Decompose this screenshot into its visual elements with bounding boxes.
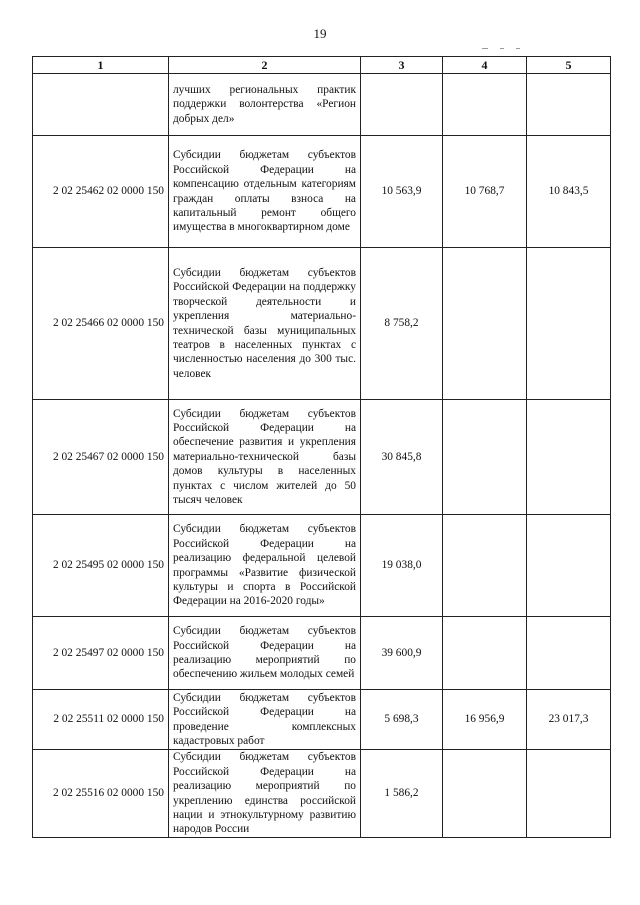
amount-year1-cell: 8 758,2 [361, 248, 443, 400]
table-row [33, 515, 611, 617]
amount-year2-cell [443, 750, 527, 838]
budget-code-cell: 2 02 25462 02 0000 150 [33, 136, 169, 248]
amount-year2-cell: 16 956,9 [443, 690, 527, 750]
table-row [33, 248, 611, 400]
amount-year2-cell [443, 400, 527, 515]
budget-code-cell: 2 02 25516 02 0000 150 [33, 750, 169, 838]
table-row [33, 136, 611, 248]
budget-code-cell: 2 02 25466 02 0000 150 [33, 248, 169, 400]
column-header: 1 [33, 57, 169, 74]
amount-year2-cell [443, 515, 527, 617]
description-cell: Субсидии бюджетам субъектов Российской Федерации на реализацию мероприятий по обеспечению жильем молодых семей [169, 617, 361, 690]
table-row [33, 690, 611, 750]
amount-year1-cell: 30 845,8 [361, 400, 443, 515]
description-cell: лучших региональных практик поддержки волонтерства «Регион добрых дел» [169, 74, 361, 136]
scan-artifact [500, 48, 504, 49]
scan-artifact [482, 48, 488, 49]
budget-revenue-table [32, 56, 611, 838]
scan-artifact [516, 48, 520, 49]
column-header: 2 [169, 57, 361, 74]
amount-year3-cell [527, 750, 611, 838]
amount-year3-cell: 23 017,3 [527, 690, 611, 750]
table-header-row [33, 57, 611, 74]
table-row [33, 400, 611, 515]
amount-year3-cell [527, 74, 611, 136]
amount-year1-cell: 10 563,9 [361, 136, 443, 248]
amount-year3-cell [527, 617, 611, 690]
amount-year2-cell [443, 74, 527, 136]
amount-year2-cell [443, 248, 527, 400]
budget-code-cell: 2 02 25467 02 0000 150 [33, 400, 169, 515]
budget-code-cell [33, 74, 169, 136]
amount-year2-cell: 10 768,7 [443, 136, 527, 248]
column-header: 4 [443, 57, 527, 74]
table-row [33, 617, 611, 690]
budget-code-cell: 2 02 25495 02 0000 150 [33, 515, 169, 617]
amount-year1-cell [361, 74, 443, 136]
amount-year2-cell [443, 617, 527, 690]
description-cell: Субсидии бюджетам субъектов Российской Федерации на реализацию федеральной целевой программы «Развитие физической культуры и спорта в Российской Федерации на 2016-2020 годы» [169, 515, 361, 617]
page-number: 19 [313, 26, 327, 41]
amount-year1-cell: 19 038,0 [361, 515, 443, 617]
amount-year3-cell: 10 843,5 [527, 136, 611, 248]
description-cell: Субсидии бюджетам субъектов Российской Федерации на поддержку творческой деятельности и укрепления материально-технической базы муниципальных театров в населенных пунктах с численностью населения до 300 тыс. человек [169, 248, 361, 400]
budget-code-cell: 2 02 25497 02 0000 150 [33, 617, 169, 690]
description-cell: Субсидии бюджетам субъектов Российской Федерации на обеспечение развития и укрепления материально-технической базы домов культуры в населенных пунктах с числом жителей до 50 тысяч человек [169, 400, 361, 515]
description-cell: Субсидии бюджетам субъектов Российской Федерации на реализацию мероприятий по укреплению единства российской нации и этнокультурному развитию народов России [169, 750, 361, 838]
column-header: 5 [527, 57, 611, 74]
amount-year3-cell [527, 248, 611, 400]
description-cell: Субсидии бюджетам субъектов Российской Федерации на проведение комплексных кадастровых работ [169, 690, 361, 750]
amount-year1-cell: 5 698,3 [361, 690, 443, 750]
amount-year1-cell: 39 600,9 [361, 617, 443, 690]
column-header: 3 [361, 57, 443, 74]
table-row [33, 750, 611, 838]
description-cell: Субсидии бюджетам субъектов Российской Федерации на компенсацию отдельным категориям граждан оплаты взноса на капитальный ремонт общего имущества в многоквартирном доме [169, 136, 361, 248]
table-row [33, 74, 611, 136]
amount-year3-cell [527, 400, 611, 515]
amount-year1-cell: 1 586,2 [361, 750, 443, 838]
amount-year3-cell [527, 515, 611, 617]
budget-code-cell: 2 02 25511 02 0000 150 [33, 690, 169, 750]
